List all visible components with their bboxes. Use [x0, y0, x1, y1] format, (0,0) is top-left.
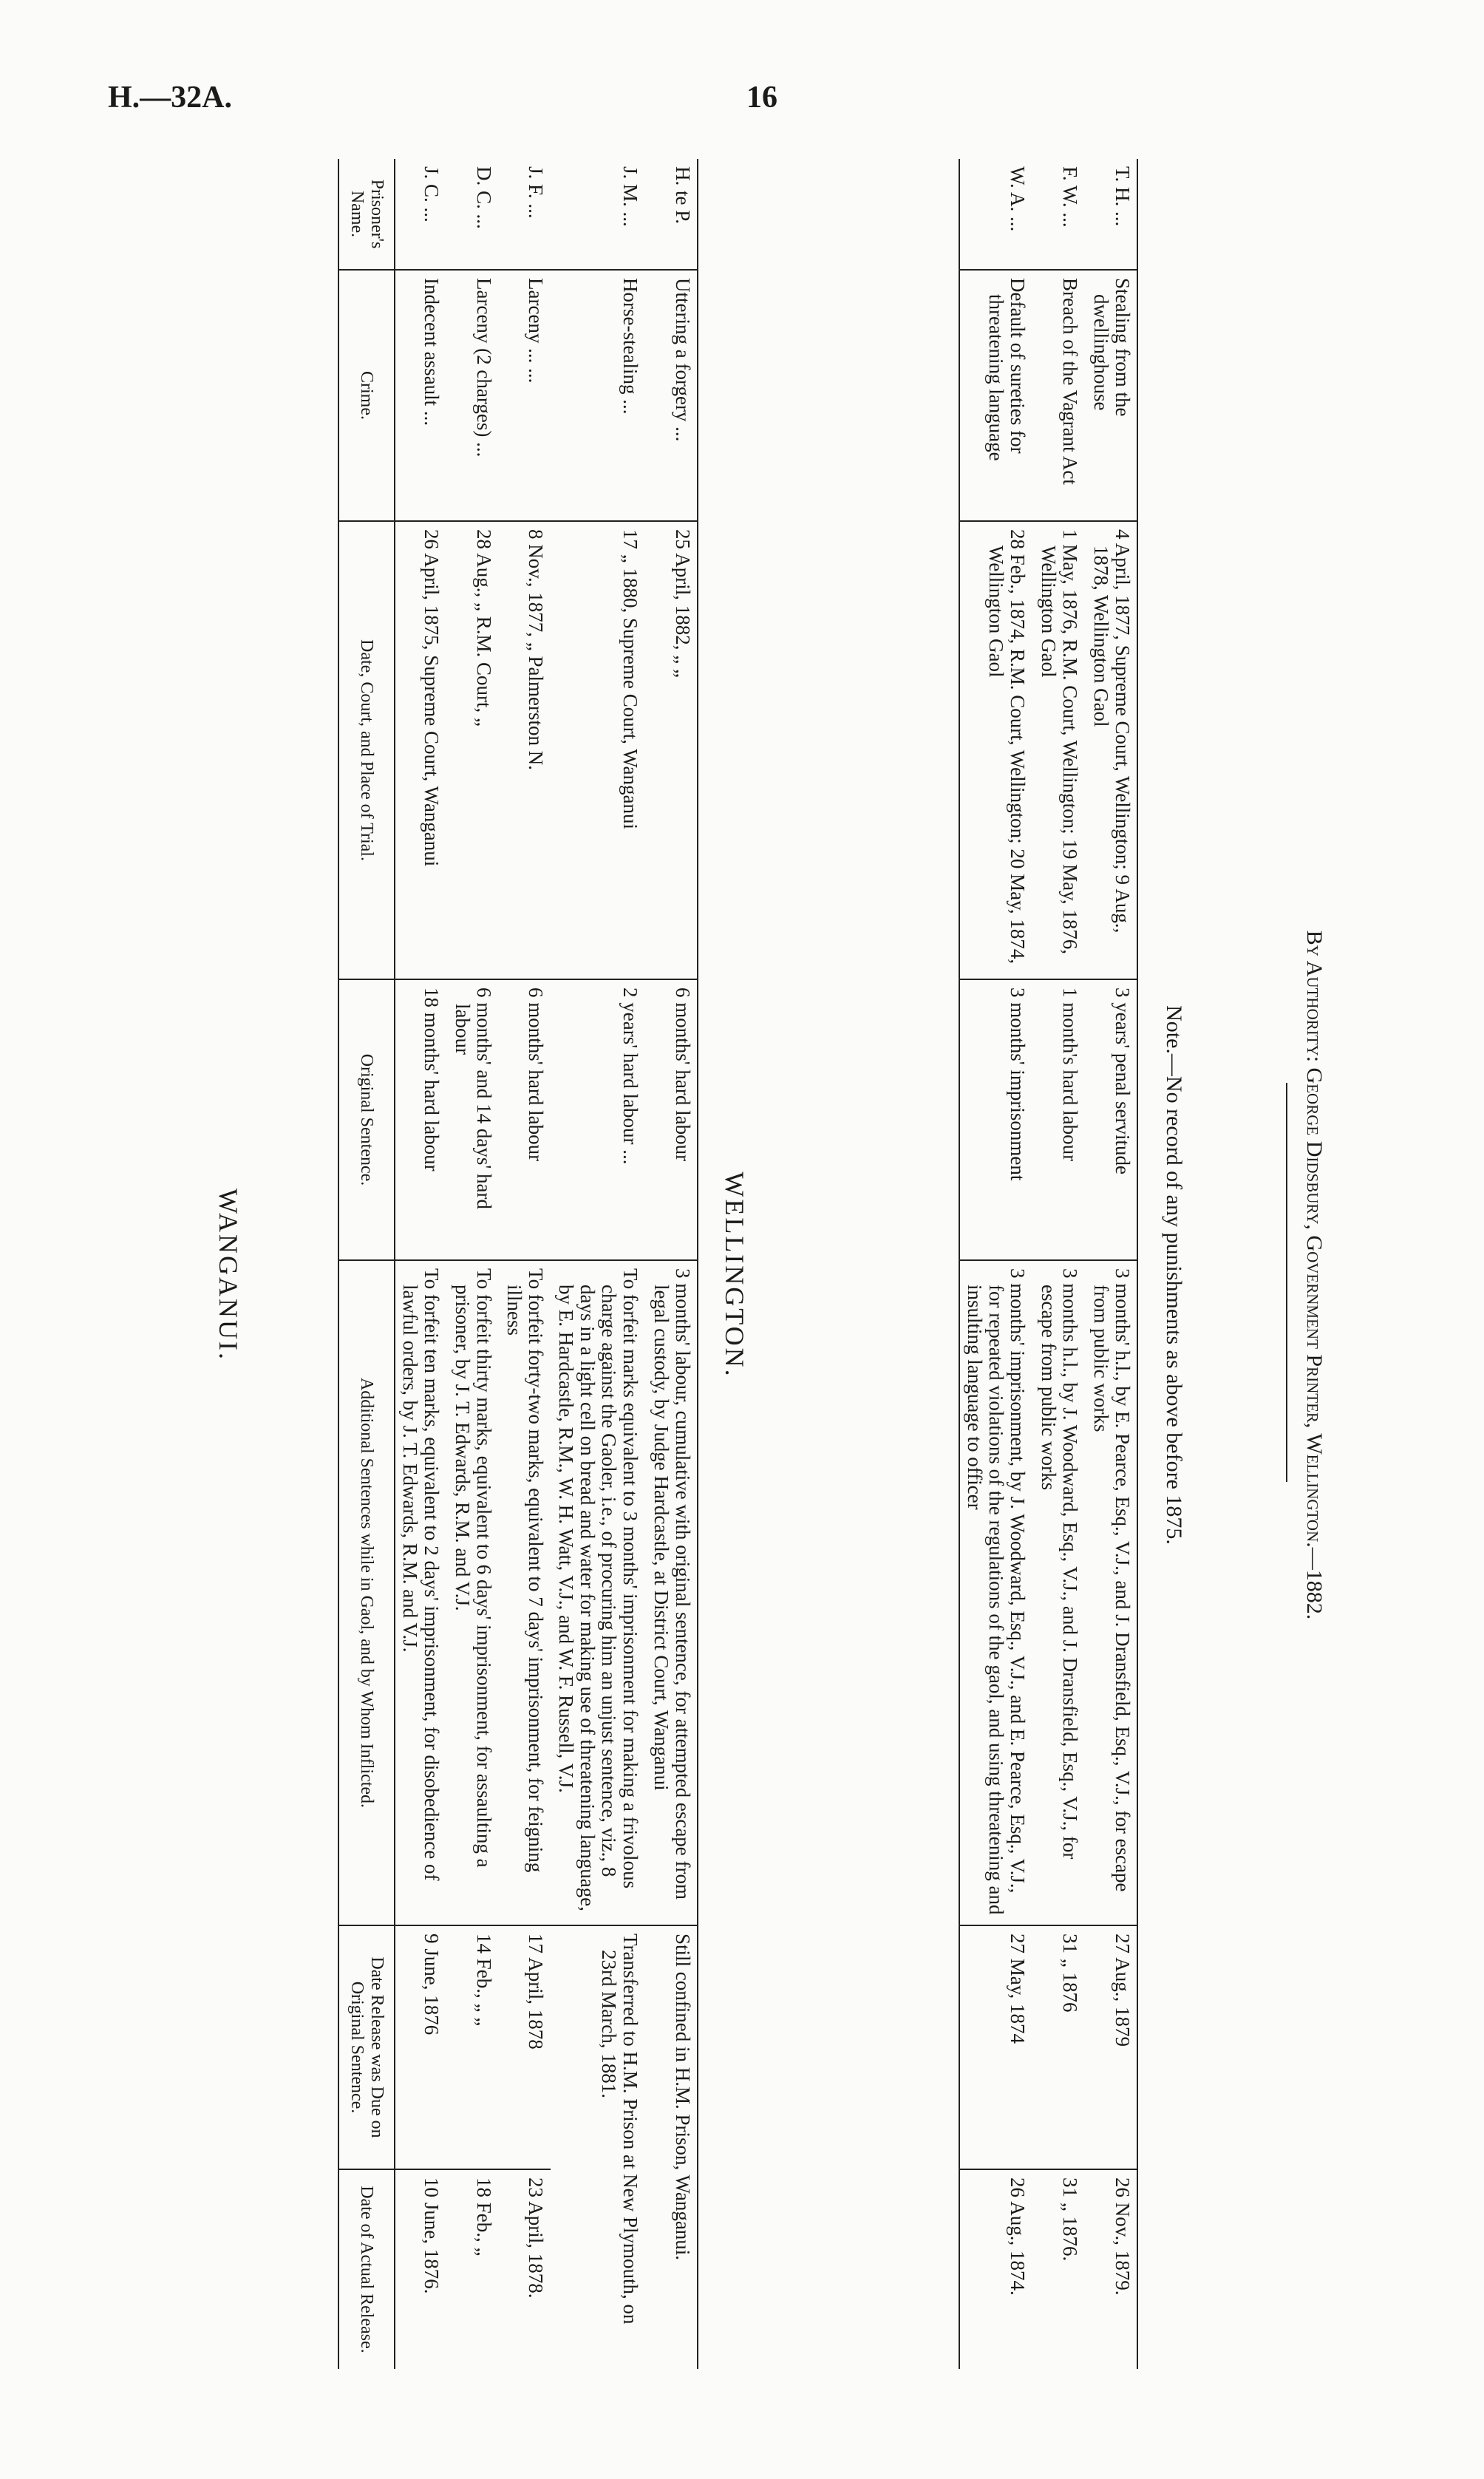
table-row — [1085, 159, 1137, 2369]
cell-additional: 3 months h.l., by J. Woodward, Esq., V.J., and J. Dransfield, Esq., V.J., for escape from public works — [1033, 1260, 1085, 1925]
table-row — [959, 159, 1033, 2369]
cell-released: 26 Aug., 1874. — [959, 2169, 1033, 2369]
table-row — [1033, 159, 1085, 2369]
cell-sentence: 1 month's hard labour — [1033, 979, 1085, 1260]
cell-trial: 4 April, 1877, Supreme Court, Wellington; 9 Aug., 1878, Wellington Gaol — [1085, 521, 1137, 979]
cell-due: 27 May, 1874 — [959, 1925, 1033, 2169]
cell-released: 31 „ 1876. — [1033, 2169, 1085, 2369]
cell-additional: To forfeit thirty marks, equivalent to 6 days' imprisonment, for assaulting a prisoner, by J. T. Edwards, R.M. and V.J. — [447, 1260, 499, 1925]
cell-trial: 25 April, 1882, „ „ — [645, 521, 698, 979]
cell-name: H. te P. — [672, 166, 694, 225]
cell-crime: Larceny (2 charges) ... — [447, 270, 499, 521]
cell-due: 14 Feb., „ „ — [447, 1925, 499, 2169]
cell-trial: 28 Aug., „ R.M. Court, „ — [447, 521, 499, 979]
col-header-crime: Crime. — [338, 270, 395, 521]
col-header-sentence: Original Sentence. — [338, 979, 395, 1260]
cell-released: 26 Nov., 1879. — [1085, 2169, 1137, 2369]
cell-sentence: 3 months' imprisonment — [959, 979, 1033, 1260]
cell-crime: Stealing from the dwellinghouse — [1085, 270, 1137, 521]
cell-trial: 8 Nov., 1877, „ Palmerston N. — [499, 521, 551, 979]
wellington-table — [959, 159, 1138, 2369]
cell-name: J. M. ... — [619, 166, 641, 227]
page-header — [0, 80, 1484, 124]
cell-sentence: 6 months' hard labour — [645, 979, 698, 1260]
table-row — [447, 159, 499, 2369]
cell-crime: Larceny ... ... — [499, 270, 551, 521]
table-note: Note.—No record of any punishments as above before 1875. — [1162, 1005, 1186, 1545]
cell-additional: 3 months' imprisonment, by J. Woodward, Esq., V.J., and E. Pearce, Esq., V.J., for repeated violations of the regulations of the gaol, and using threatening and insulting language to officer — [959, 1260, 1033, 1925]
cell-sentence: 2 years' hard labour ... — [551, 979, 645, 1260]
cell-additional: 3 months' h.l., by E. Pearce, Esq., V.J., and J. Dransfield, Esq., V.J., for escape from public works — [1085, 1260, 1137, 1925]
cell-crime: Horse-stealing ... — [551, 270, 645, 521]
wanganui-table — [338, 159, 698, 2369]
cell-name: J. F. ... — [525, 166, 547, 219]
cell-sentence: 18 months' hard labour — [395, 979, 447, 1260]
cell-crime: Breach of the Vagrant Act — [1033, 270, 1085, 521]
col-header-additional: Additional Sentences while in Gaol, and by Whom Inflicted. — [338, 1260, 395, 1925]
cell-crime: Uttering a forgery ... — [645, 270, 698, 521]
page-number: 16 — [746, 81, 777, 115]
cell-name: F. W. ... — [1059, 166, 1081, 228]
cell-due: 9 June, 1876 — [395, 1925, 447, 2169]
table-row — [499, 159, 551, 2369]
col-header-trial: Date, Court, and Place of Trial. — [338, 521, 395, 979]
cell-name: W. A. ... — [1007, 166, 1029, 232]
printer-imprint: By Authority: George Didsbury, Government Printer, Wellington.—1882. — [1302, 930, 1327, 1620]
table-header-row — [338, 159, 395, 2369]
col-header-released: Date of Actual Release. — [338, 2169, 395, 2369]
cell-crime: Default of sureties for threatening language — [959, 270, 1033, 521]
cell-additional: 3 months' labour, cumulative with original sentence, for attempted escape from legal custody, by Judge Hardcastle, at District Court, Wanganui — [645, 1260, 698, 1925]
footer-rule — [1286, 1083, 1287, 1482]
section-title-wanganui: WANGANUI. — [214, 1189, 243, 1361]
table-row — [395, 159, 447, 2369]
cell-name: D. C. ... — [473, 166, 495, 229]
cell-sentence: 3 years' penal servitude — [1085, 979, 1137, 1260]
cell-trial: 17 „ 1880, Supreme Court, Wanganui — [551, 521, 645, 979]
col-header-name: Prisoner's Name. — [338, 159, 395, 270]
cell-due: 31 „ 1876 — [1033, 1925, 1085, 2169]
cell-additional: To forfeit ten marks, equivalent to 2 days' imprisonment, for disobedience of lawful orders, by J. T. Edwards, R.M. and V.J. — [395, 1260, 447, 1925]
cell-crime: Indecent assault ... — [395, 270, 447, 521]
cell-due: Transferred to H.M. Prison at New Plymouth, on 23rd March, 1881. — [551, 1925, 645, 2369]
cell-trial: 28 Feb., 1874, R.M. Court, Wellington; 20 May, 1874, Wellington Gaol — [959, 521, 1033, 979]
cell-name: J. C. ... — [421, 166, 443, 222]
cell-sentence: 6 months' and 14 days' hard labour — [447, 979, 499, 1260]
cell-trial: 26 April, 1875, Supreme Court, Wanganui — [395, 521, 447, 979]
col-header-due: Date Release was Due on Original Sentence. — [338, 1925, 395, 2169]
cell-due: 27 Aug., 1879 — [1085, 1925, 1137, 2169]
table-row — [645, 159, 698, 2369]
cell-name: T. H. ... — [1112, 166, 1134, 227]
document-reference: H.—32A. — [108, 81, 232, 115]
table-row — [551, 159, 645, 2369]
cell-due: Still confined in H.M. Prison, Wanganui. — [645, 1925, 698, 2369]
cell-released: 10 June, 1876. — [395, 2169, 447, 2369]
cell-additional: To forfeit marks equivalent to 3 months' imprisonment for making a frivolous charge against the Gaoler, i.e., of procuring him an unjust sentence, viz., 8 days in a light cell on bread and water for making use of threatening language, by E. Hardcastle, R.M., W. H. Watt, V.J., and W. F. Russell, V.J. — [551, 1260, 645, 1925]
cell-additional: To forfeit forty-two marks, equivalent to 7 days' imprisonment, for feigning illness — [499, 1260, 551, 1925]
cell-released: 18 Feb., „ — [447, 2169, 499, 2369]
rotated-sheet — [148, 159, 1397, 2391]
cell-released: 23 April, 1878. — [499, 2169, 551, 2369]
cell-sentence: 6 months' hard labour — [499, 979, 551, 1260]
cell-due: 17 April, 1878 — [499, 1925, 551, 2169]
section-title-wellington: WELLINGTON. — [720, 1172, 749, 1378]
cell-trial: 1 May, 1876, R.M. Court, Wellington; 19 May, 1876, Wellington Gaol — [1033, 521, 1085, 979]
